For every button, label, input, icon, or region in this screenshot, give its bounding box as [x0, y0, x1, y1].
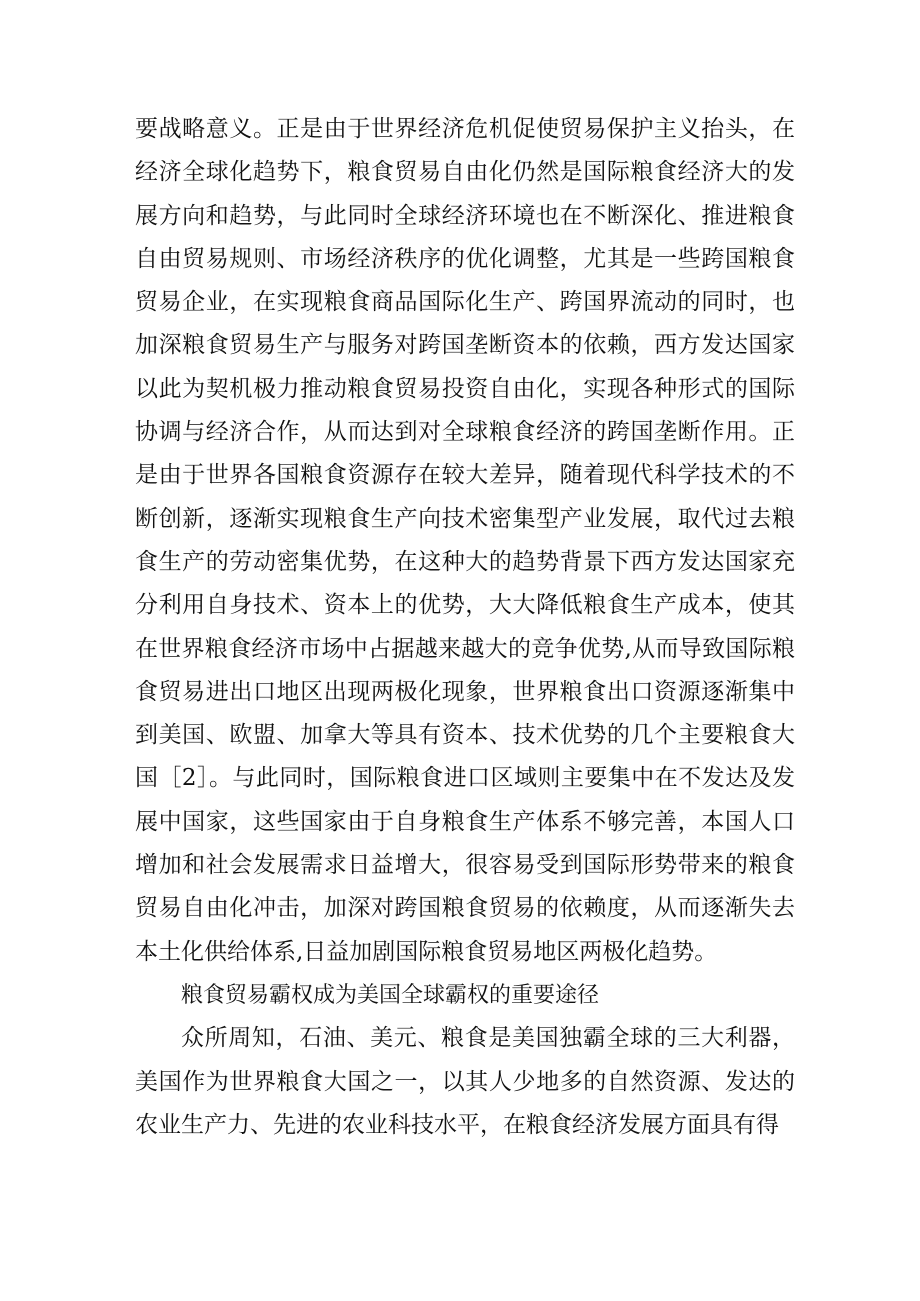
document-body — [135, 108, 795, 1147]
section-heading: 粮食贸易霸权成为美国全球霸权的重要途径 — [181, 982, 600, 1008]
body-paragraph-continued: 要战略意义。正是由于世界经济危机促使贸易保护主义抬头，在经济全球化趋势下，粮食贸易自由化仍然是国际粮食经济大的发展方向和趋势，与此同时全球经济环境也在不断深化、推进粮食自由贸易规则、市场经济秩序的优化调整，尤其是一些跨国粮食贸易企业，在实现粮食商品国际化生产、跨国界流动的同时，也加深粮食贸易生产与服务对跨国垄断资本的依赖，西方发达国家以此为契机极力推动粮食贸易投资自由化，实现各种形式的国际协调与经济合作，从而达到对全球粮食经济的跨国垄断作用。正是由于世界各国粮食资源存在较大差异，随着现代科学技术的不断创新，逐渐实现粮食生产向技术密集型产业发展，取代过去粮食生产的劳动密集优势，在这种大的趋势背景下西方发达国家充分利用自身技术、资本上的优势，大大降低粮食生产成本，使其在世界粮食经济市场中占据越来越大的竞争优势,从而导致国际粮食贸易进出口地区出现两极化现象，世界粮食出口资源逐渐集中到美国、欧盟、加拿大等具有资本、技术优势的几个主要粮食大国［2］。与此同时，国际粮食进口区域则主要集中在不发达及发展中国家，这些国家由于自身粮食生产体系不够完善，本国人口增加和社会发展需求日益增大，很容易受到国际形势带来的粮食贸易自由化冲击，加深对跨国粮食贸易的依赖度，从而逐渐失去本土化供给体系,日益加剧国际粮食贸易地区两极化趋势。 — [135, 116, 795, 965]
body-paragraph: 众所周知，石油、美元、粮食是美国独霸全球的三大利器，美国作为世界粮食大国之一，以其人少地多的自然资源、发达的农业生产力、先进的农业科技水平，在粮食经济发展方面具有得 — [135, 1025, 795, 1138]
